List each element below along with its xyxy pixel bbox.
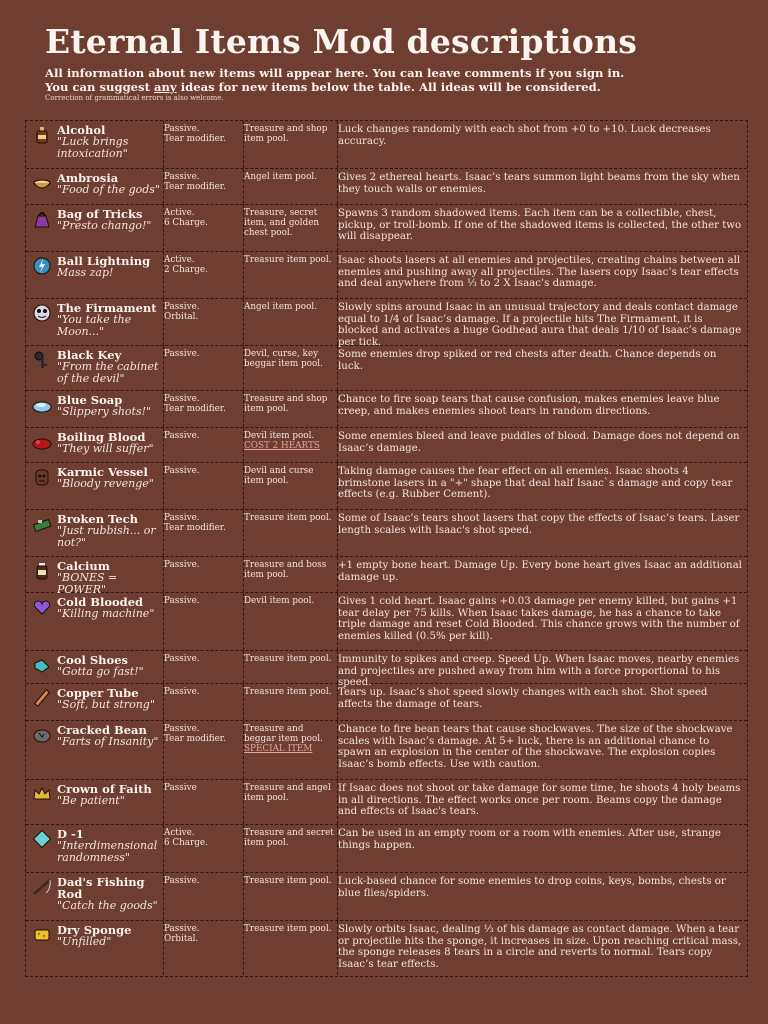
item-pool — [243, 513, 336, 523]
item-name-cell — [57, 596, 161, 620]
item-pool-link[interactable]: COST 2 HEARTS — [244, 441, 320, 451]
item-name: Cold Blooded — [57, 595, 144, 609]
item-type: Passive. Tear modifier. — [164, 394, 226, 414]
table-row — [26, 205, 747, 252]
item-type: Passive. Tear modifier. — [164, 724, 226, 744]
item-name-cell — [57, 431, 161, 455]
page-title: Eternal Items Mod descriptions — [45, 22, 638, 61]
item-name-cell — [57, 828, 161, 863]
items-table — [25, 120, 748, 977]
item-type: Passive — [164, 783, 197, 793]
item-description: Chance to fire bean tears that cause shockwaves. The size of the shockwave scales with Isaac’s damage. At 5+ luck, there is an additional chance to spawn an explosion in the center of the shockwave. The explosion copies Isaac’s bomb effects. Use with caution. — [338, 724, 733, 770]
item-name: Karmic Vessel — [57, 465, 148, 479]
item-pool — [243, 828, 336, 848]
item-pool-text: Treasure and boss item pool. — [244, 560, 327, 580]
intro-line-1: All information about new items will appear here. You can leave comments if you sign in. — [45, 66, 625, 80]
item-pool — [243, 124, 336, 144]
item-pool-text: Treasure and secret item pool. — [244, 828, 334, 848]
item-description: Spawns 3 random shadowed items. Each item can be a collectible, chest, pickup, or troll-bomb. If one of the shadowed items is collected, the other two will disappear. — [338, 208, 742, 243]
item-pool-text: Treasure and shop item pool. — [244, 394, 328, 414]
item-pool — [243, 876, 336, 886]
item-name-cell — [57, 349, 161, 384]
item-name: Dad's Fishing Rod — [57, 875, 145, 901]
bottle-icon — [32, 125, 54, 147]
item-pool-text: Treasure item pool. — [244, 255, 332, 265]
shoes-icon — [32, 655, 54, 677]
item-name: Bag of Tricks — [57, 207, 143, 221]
item-name-cell — [57, 876, 161, 912]
item-name: Broken Tech — [57, 512, 139, 526]
item-type: Passive. — [164, 654, 200, 664]
item-name: Alcohol — [57, 123, 106, 137]
intro — [45, 66, 745, 103]
table-row — [26, 873, 747, 921]
item-name-cell — [57, 783, 161, 807]
item-pool-text: Treasure and angel item pool. — [244, 783, 331, 803]
item-type: Passive. — [164, 349, 200, 359]
item-description: Immunity to spikes and creep. Speed Up. When Isaac moves, nearby enemies and projectiles are pushed away from him with a force proportional to his speed. — [338, 654, 740, 689]
lightning-ball-icon — [32, 256, 54, 278]
table-row — [26, 463, 747, 510]
item-pool — [243, 349, 336, 369]
table-row — [26, 557, 747, 596]
item-name: Ambrosia — [57, 171, 119, 185]
item-pool-text: Treasure item pool. — [244, 876, 332, 886]
item-name-cell — [57, 924, 161, 948]
item-pool — [243, 783, 336, 803]
item-pool-link[interactable]: SPECIAL ITEM — [244, 744, 313, 754]
item-pool — [243, 596, 336, 606]
item-pool — [243, 172, 336, 182]
item-type: Passive. — [164, 431, 200, 441]
item-pool — [243, 208, 336, 238]
item-name: Crown of Faith — [57, 782, 152, 796]
item-quote: "Just rubbish... or not?" — [57, 524, 156, 549]
table-row — [26, 593, 747, 651]
intro-line-2-emphasis: any — [153, 80, 177, 94]
table-row — [26, 651, 747, 689]
item-description: Gives 1 cold heart. Isaac gains +0.03 damage per enemy killed, but gains +1 tear delay per 75 kills. When Isaac takes damage, he has a chance to take triple damage and reset Cold Blooded. This chance grows with the number of enemies killed (0.5% per kill). — [338, 596, 740, 642]
item-quote: "Bloody revenge" — [57, 477, 154, 490]
item-description: Some of Isaac’s tears shoot lasers that copy the effects of Isaac’s tears. Laser length scales with Isaac's shot speed. — [338, 513, 740, 536]
item-pool-text: Treasure item pool. — [244, 687, 332, 697]
item-description: Luck-based chance for some enemies to drop coins, keys, bombs, chests or blue flies/spiders. — [338, 876, 726, 899]
bag-icon — [32, 209, 54, 231]
intro-line-2-post: ideas for new items below the table. All ideas will be considered. — [176, 80, 601, 94]
item-description: +1 empty bone heart. Damage Up. Every bone heart gives Isaac an additional damage up. — [338, 560, 742, 583]
item-name: D -1 — [57, 827, 84, 841]
item-pool-text: Treasure, secret item, and golden chest pool. — [244, 208, 320, 238]
item-name-cell — [57, 687, 161, 711]
calcium-icon — [32, 561, 54, 583]
item-quote: Mass zap! — [57, 266, 114, 279]
item-quote: "Farts of Insanity" — [57, 735, 159, 748]
item-quote: "BONES = POWER" — [57, 571, 118, 596]
intro-line-2-pre: You can suggest — [45, 80, 154, 94]
dice-icon — [32, 829, 54, 851]
table-row — [26, 684, 747, 721]
item-name-cell — [57, 124, 161, 159]
table-row — [26, 921, 747, 975]
item-quote: "They will suffer" — [57, 442, 154, 455]
item-description: Tears up. Isaac’s shot speed slowly changes with each shot. Shot speed affects the damage of tears. — [338, 687, 708, 710]
intro-line-3: Correction of grammatical errors is also welcome. — [45, 94, 224, 102]
item-quote: "Slippery shots!" — [57, 405, 152, 418]
item-type: Passive. — [164, 687, 200, 697]
item-pool — [243, 687, 336, 697]
item-quote: "Killing machine" — [57, 607, 155, 620]
item-name: Calcium — [57, 559, 110, 573]
item-description: Chance to fire soap tears that cause confusion, makes enemies leave blue creep, and makes enemies shoot tears in random directions. — [338, 394, 720, 417]
item-description: Slowly spins around Isaac in an unusual trajectory and deals contact damage equal to 1/4 of Isaac’s damage. If a projectile hits The Firmament, it is blocked and activates a huge Godhead aura that deals 1/10 of Isaac’s damage per tick. — [338, 302, 742, 348]
item-name-cell — [57, 724, 161, 748]
item-pool-text: Devil, curse, key beggar item pool. — [244, 349, 323, 369]
item-type: Passive. — [164, 560, 200, 570]
bean-icon — [32, 725, 54, 747]
item-description: Some enemies drop spiked or red chests after death. Chance depends on luck. — [338, 349, 717, 372]
item-name: Black Key — [57, 348, 122, 362]
item-quote: "Food of the gods" — [57, 183, 160, 196]
item-name: Cool Shoes — [57, 653, 128, 667]
intro-line-2 — [45, 80, 745, 94]
item-name-cell — [57, 654, 161, 678]
table-row — [26, 428, 747, 463]
item-description: Can be used in an empty room or a room with enemies. After use, strange things happen. — [338, 828, 721, 851]
item-name-cell — [57, 394, 161, 418]
item-type: Passive. — [164, 466, 200, 476]
item-pool — [243, 560, 336, 580]
item-description: Gives 2 ethereal hearts. Isaac’s tears summon light beams from the sky when they touch walls or enemies. — [338, 172, 740, 195]
item-name: The Firmament — [57, 301, 157, 315]
item-description: Isaac shoots lasers at all enemies and projectiles, creating chains between all enemies and pushing away all projectiles. The lasers copy Isaac’s tear effects and deal anywhere from ⅓ to 2 X Isaac’s damage. — [338, 255, 741, 290]
tube-icon — [32, 688, 54, 710]
item-quote: "Catch the goods" — [57, 899, 158, 912]
item-name-cell — [57, 560, 161, 595]
item-name-cell — [57, 172, 161, 196]
item-type: Passive. — [164, 876, 200, 886]
item-quote: "Unfilled" — [57, 935, 112, 948]
crown-icon — [32, 784, 54, 806]
table-row — [26, 780, 747, 825]
table-row — [26, 299, 747, 346]
item-pool — [243, 431, 336, 451]
soap-icon — [32, 395, 54, 417]
item-pool-text: Devil item pool. — [244, 431, 315, 441]
item-pool-text: Treasure and shop item pool. — [244, 124, 328, 144]
item-pool-text: Treasure item pool. — [244, 924, 332, 934]
item-pool-text: Treasure item pool. — [244, 654, 332, 664]
item-pool-text: Treasure and beggar item pool. — [244, 724, 323, 744]
item-quote: "Luck brings intoxication" — [57, 135, 129, 160]
table-row — [26, 825, 747, 873]
table-row — [26, 169, 747, 205]
item-name: Blue Soap — [57, 393, 123, 407]
fishing-rod-icon — [32, 877, 54, 899]
item-description: Some enemies bleed and leave puddles of blood. Damage does not depend on Isaac’s damage. — [338, 431, 740, 454]
item-type: Passive. Orbital. — [164, 302, 200, 322]
heart-icon — [32, 597, 54, 619]
item-pool — [243, 466, 336, 486]
sponge-icon — [32, 925, 54, 947]
item-quote: "You take the Moon..." — [57, 313, 132, 338]
item-pool — [243, 724, 336, 754]
blood-icon — [32, 432, 54, 454]
tech-icon — [32, 514, 54, 536]
table-row — [26, 121, 747, 169]
item-type: Active. 6 Charge. — [164, 828, 208, 848]
item-pool — [243, 654, 336, 664]
item-description: If Isaac does not shoot or take damage for some time, he shoots 4 holy beams in all directions. The effect works once per room. Beams copy the damage and effects of Isaac's tears. — [338, 783, 741, 818]
item-type: Active. 6 Charge. — [164, 208, 208, 228]
item-name: Dry Sponge — [57, 923, 132, 937]
table-row — [26, 252, 747, 299]
orb-icon — [32, 303, 54, 325]
item-pool-text: Treasure item pool. — [244, 513, 332, 523]
item-name: Ball Lightning — [57, 254, 151, 268]
item-type: Passive. Tear modifier. — [164, 124, 226, 144]
item-name: Copper Tube — [57, 686, 139, 700]
vessel-icon — [32, 467, 54, 489]
item-description: Taking damage causes the fear effect on all enemies. Isaac shoots 4 brimstone lasers in a "+" shape that deal half Isaac`s damage and copy tear effects (e.g. Rubber Cement). — [338, 466, 733, 501]
table-row — [26, 721, 747, 780]
item-pool-text: Devil and curse item pool. — [244, 466, 314, 486]
item-name-cell — [57, 302, 161, 337]
item-description: Slowly orbits Isaac, dealing ⅓ of his damage as contact damage. When a tear or projectile hits the sponge, it increases in size. Upon reaching critical mass, the sponge releases 8 tears in a circle and reverts to normal. Tears copy Isaac’s tear effects. — [338, 924, 742, 970]
table-row — [26, 346, 747, 391]
table-row — [26, 391, 747, 428]
item-pool — [243, 302, 336, 312]
key-icon — [32, 350, 54, 372]
item-type: Passive. Tear modifier. — [164, 513, 226, 533]
item-type: Passive. Orbital. — [164, 924, 200, 944]
item-quote: "From the cabinet of the devil" — [57, 360, 159, 385]
item-pool — [243, 394, 336, 414]
item-type: Passive. Tear modifier. — [164, 172, 226, 192]
item-name-cell — [57, 208, 161, 232]
bowl-icon — [32, 173, 54, 195]
item-quote: "Be patient" — [57, 794, 125, 807]
table-row — [26, 510, 747, 557]
item-name-cell — [57, 513, 161, 548]
item-description: Luck changes randomly with each shot from +0 to +10. Luck decreases accuracy. — [338, 124, 711, 147]
item-quote: "Soft, but strong" — [57, 698, 155, 711]
item-pool-text: Angel item pool. — [244, 302, 317, 312]
item-quote: "Interdimensional randomness" — [57, 839, 158, 864]
item-pool — [243, 255, 336, 265]
item-pool — [243, 924, 336, 934]
item-pool-text: Angel item pool. — [244, 172, 317, 182]
item-name: Boiling Blood — [57, 430, 146, 444]
item-quote: "Gotta go fast!" — [57, 665, 144, 678]
item-name-cell — [57, 466, 161, 490]
item-pool-text: Devil item pool. — [244, 596, 315, 606]
item-quote: "Presto chango!" — [57, 219, 152, 232]
item-name-cell — [57, 255, 161, 279]
item-type: Passive. — [164, 596, 200, 606]
item-name: Cracked Bean — [57, 723, 147, 737]
item-type: Active. 2 Charge. — [164, 255, 208, 275]
